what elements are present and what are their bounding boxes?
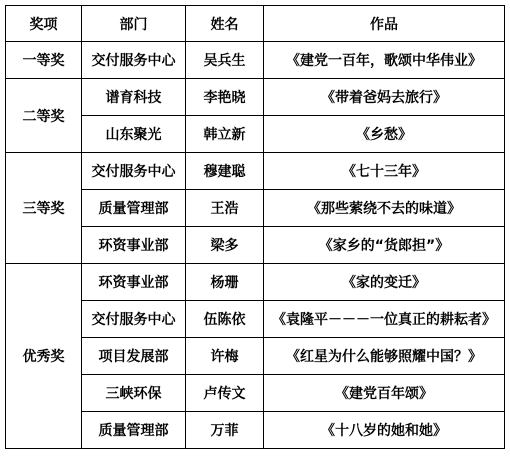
department-cell: 三峡环保 [82,375,186,412]
name-cell: 韩立新 [186,116,264,153]
name-cell: 吴兵生 [186,42,264,79]
department-cell: 质量管理部 [82,190,186,227]
work-cell: 《乡愁》 [264,116,505,153]
table-row [6,264,505,301]
table-row [6,79,505,116]
department-cell: 交付服务中心 [82,153,186,190]
work-cell: 《家乡的“货郎担”》 [264,227,505,264]
work-cell: 《袁隆平－－－一位真正的耕耘者》 [264,301,505,338]
name-cell: 伍陈依 [186,301,264,338]
department-cell: 交付服务中心 [82,42,186,79]
name-cell: 穆建聪 [186,153,264,190]
award-level: 优秀奖 [6,264,82,449]
name-cell: 梁多 [186,227,264,264]
header-name: 姓名 [186,6,264,42]
department-cell: 环资事业部 [82,227,186,264]
work-cell: 《七十三年》 [264,153,505,190]
department-cell: 谱育科技 [82,79,186,116]
header-work: 作品 [264,6,505,42]
header-department: 部门 [82,6,186,42]
work-cell: 《带着爸妈去旅行》 [264,79,505,116]
department-cell: 山东聚光 [82,116,186,153]
award-level: 二等奖 [6,79,82,153]
department-cell: 环资事业部 [82,264,186,301]
work-cell: 《建党一百年，歌颂中华伟业》 [264,42,505,79]
award-level: 三等奖 [6,153,82,264]
work-cell: 《那些萦绕不去的味道》 [264,190,505,227]
work-cell: 《十八岁的她和她》 [264,412,505,449]
name-cell: 李艳晓 [186,79,264,116]
work-cell: 《红星为什么能够照耀中国？》 [264,338,505,375]
name-cell: 王浩 [186,190,264,227]
name-cell: 万菲 [186,412,264,449]
department-cell: 质量管理部 [82,412,186,449]
header-award: 奖项 [6,6,82,42]
name-cell: 许梅 [186,338,264,375]
department-cell: 交付服务中心 [82,301,186,338]
header-row [6,6,505,42]
table-row [6,153,505,190]
name-cell: 卢传文 [186,375,264,412]
awards-table [5,5,505,449]
name-cell: 杨珊 [186,264,264,301]
award-level: 一等奖 [6,42,82,79]
department-cell: 项目发展部 [82,338,186,375]
work-cell: 《建党百年颂》 [264,375,505,412]
table-row [6,42,505,79]
work-cell: 《家的变迁》 [264,264,505,301]
